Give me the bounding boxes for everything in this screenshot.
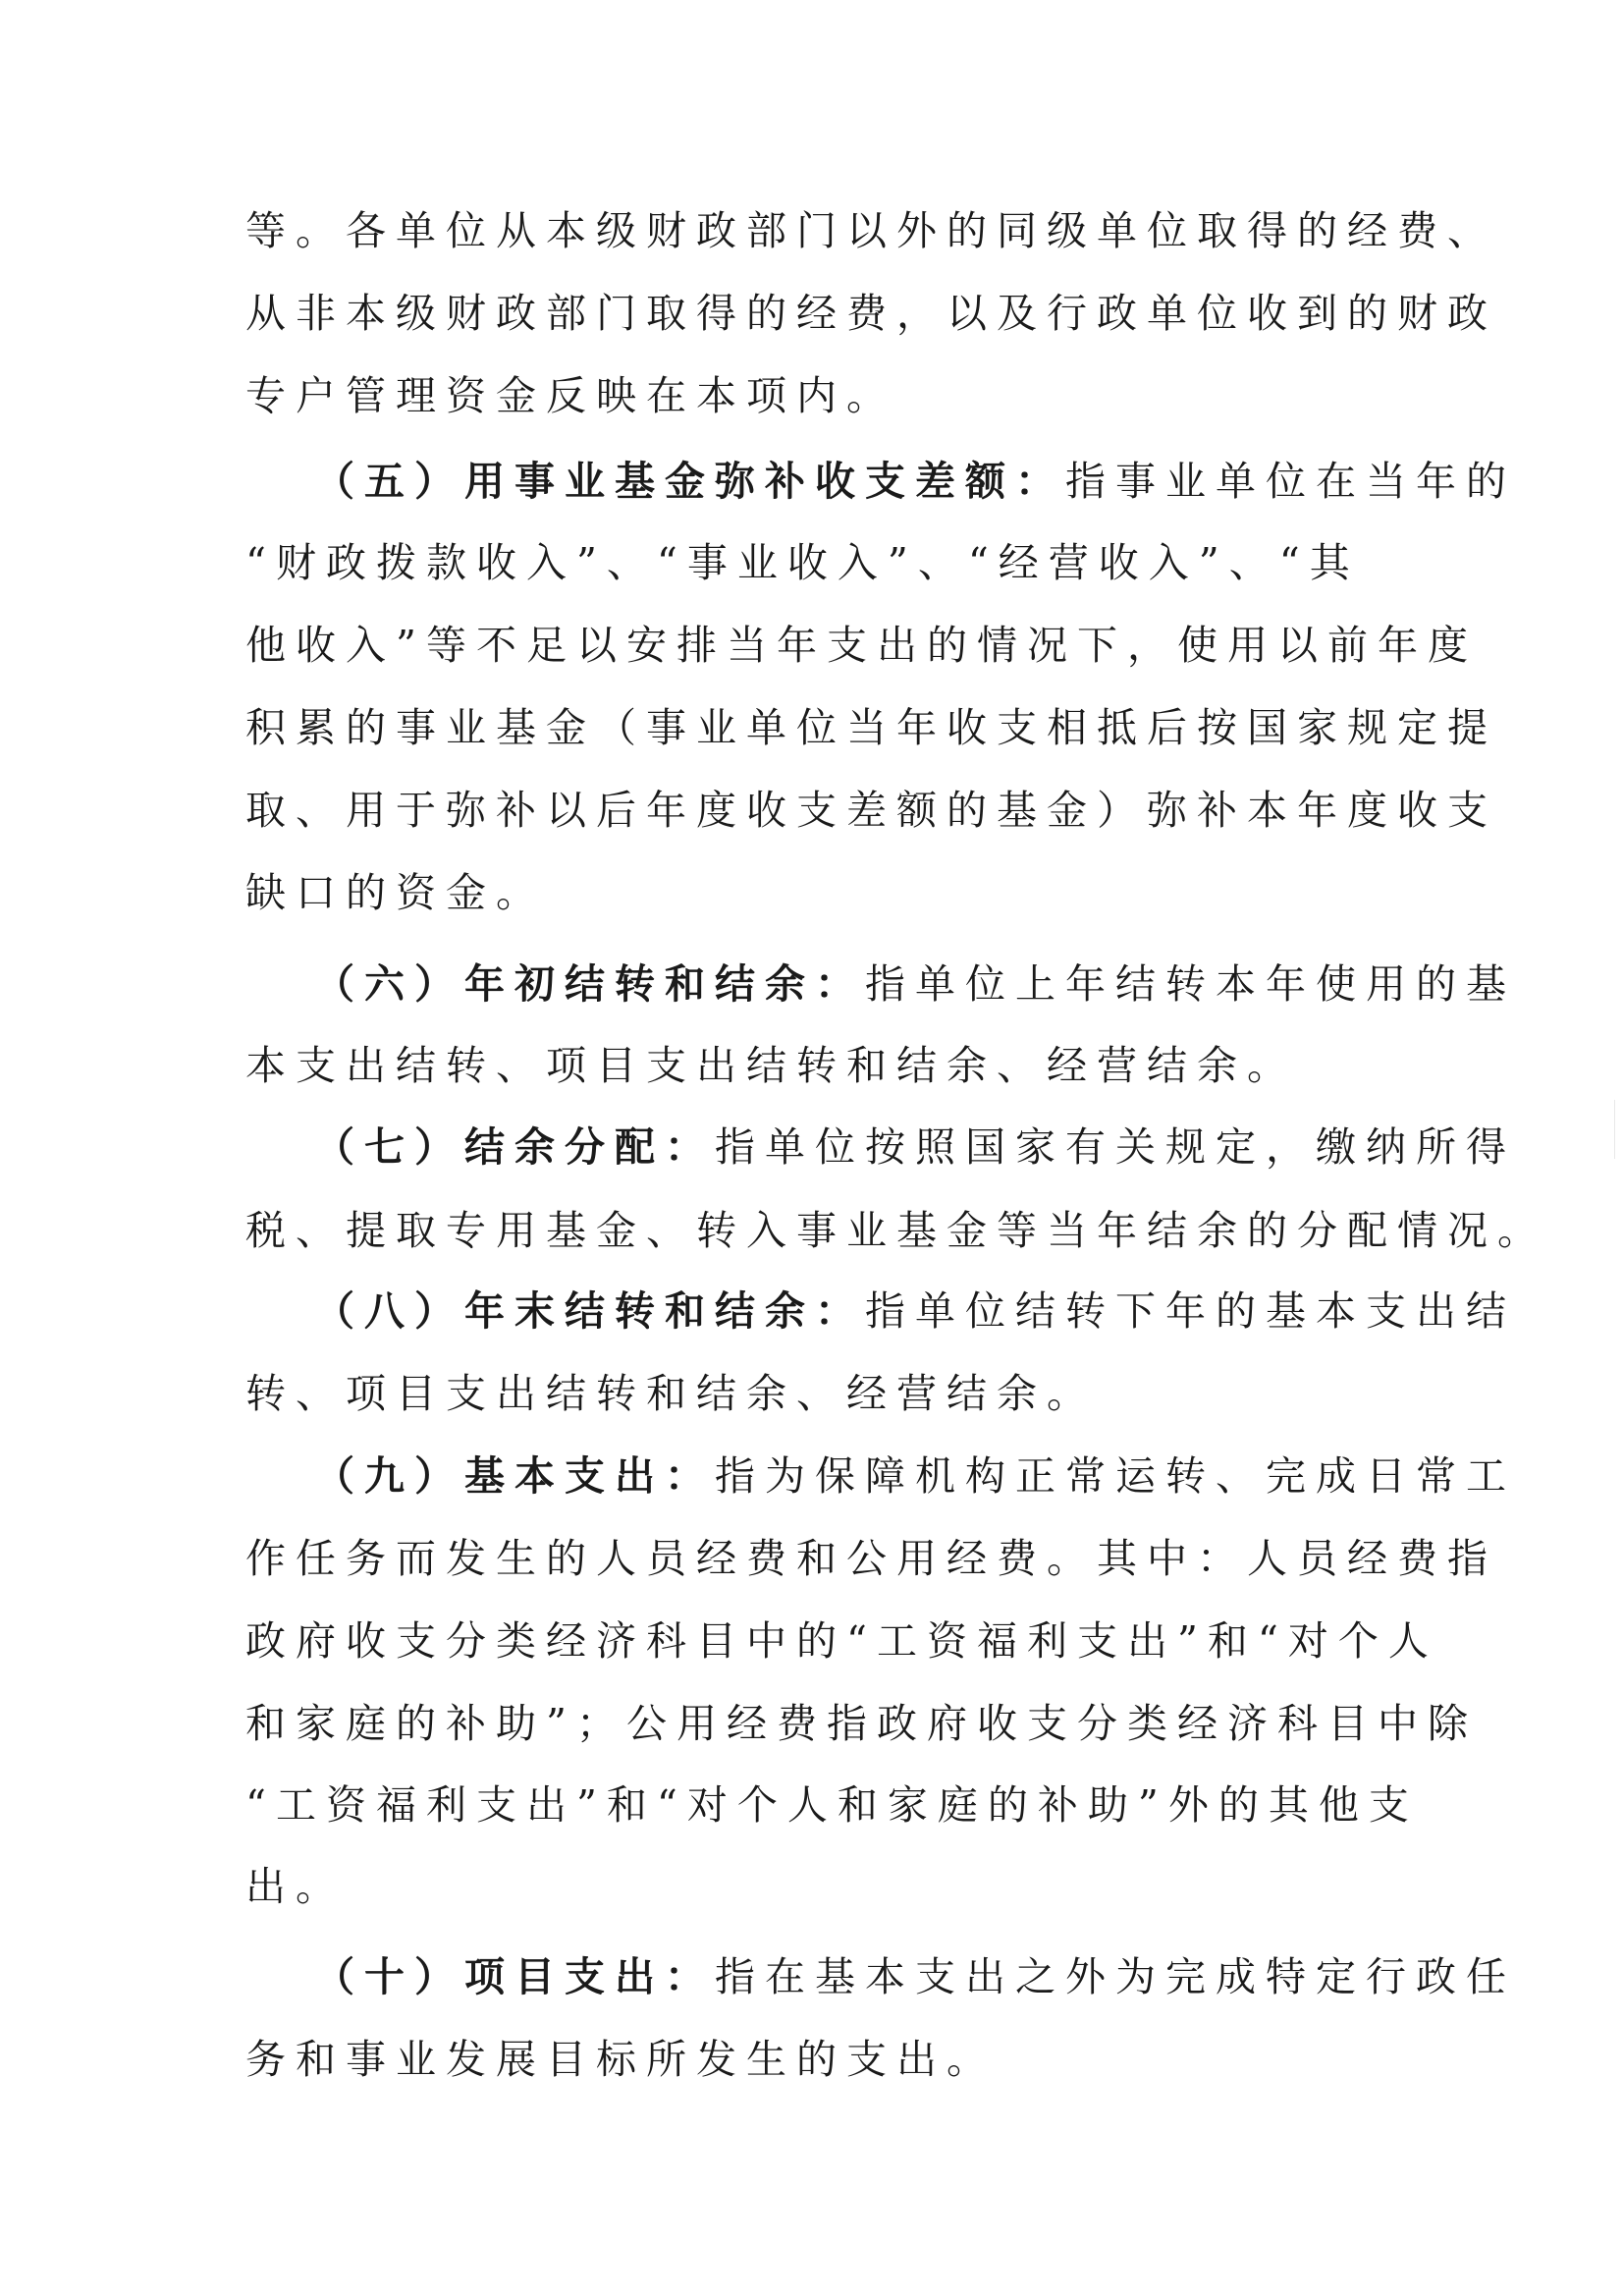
text-line: 政府收支分类经济科目中的“工资福利支出”和“对个人 [245,1617,1438,1665]
text-run: 指单位上年结转本年使用的基 [865,960,1516,1008]
text-run: 指单位结转下年的基本支出结 [865,1287,1516,1335]
text-run: 指单位按照国家有关规定，缴纳所得 [715,1123,1516,1171]
item-7-heading: （七）结余分配： [314,1123,715,1171]
item-9-first-line [314,1447,1516,1505]
text-line: 本支出结转、项目支出结转和结余、经营结余。 [245,1042,1297,1089]
item-8-first-line [314,1282,1516,1340]
text-line: 出。 [245,1863,346,1910]
item-10-heading: （十）项目支出： [314,1953,715,2000]
text-line: 积累的事业基金（事业单位当年收支相抵后按国家规定提 [245,704,1497,751]
item-6-heading: （六）年初结转和结余： [314,960,865,1008]
item-5-first-line [314,452,1516,511]
scan-artifact [1614,1100,1615,1159]
text-line: 他收入”等不足以安排当年支出的情况下，使用以前年度 [245,622,1478,669]
text-line: 从非本级财政部门取得的经费，以及行政单位收到的财政 [245,290,1497,337]
text-line: 专户管理资金反映在本项内。 [245,372,896,419]
text-line: 税、提取专用基金、转入事业基金等当年结余的分配情况。 [245,1207,1547,1254]
text-line: 转、项目支出结转和结余、经营结余。 [245,1370,1097,1417]
text-line: 务和事业发展目标所发生的支出。 [245,2036,997,2083]
text-run: 指事业单位在当年的 [1065,458,1516,505]
text-line: 取、用于弥补以后年度收支差额的基金）弥补本年度收支 [245,787,1497,834]
text-run: 指在基本支出之外为完成特定行政任 [715,1953,1516,2000]
item-9-heading: （九）基本支出： [314,1452,715,1500]
text-line: “工资福利支出”和“对个人和家庭的补助”外的其他支 [245,1781,1419,1829]
text-line: 作任务而发生的人员经费和公用经费。其中：人员经费指 [245,1535,1497,1582]
text-run: 指为保障机构正常运转、完成日常工 [715,1452,1516,1500]
text-line: 和家庭的补助”；公用经费指政府收支分类经济科目中除 [245,1700,1478,1747]
item-8-heading: （八）年末结转和结余： [314,1287,865,1335]
text-line: “财政拨款收入”、“事业收入”、“经营收入”、“其 [245,539,1360,586]
item-6-first-line [314,955,1516,1013]
text-line: 等。各单位从本级财政部门以外的同级单位取得的经费、 [245,207,1497,254]
item-5-heading: （五）用事业基金弥补收支差额： [314,458,1065,505]
text-line: 缺口的资金。 [245,869,546,916]
item-10-first-line [314,1947,1516,2006]
item-7-first-line [314,1118,1516,1176]
